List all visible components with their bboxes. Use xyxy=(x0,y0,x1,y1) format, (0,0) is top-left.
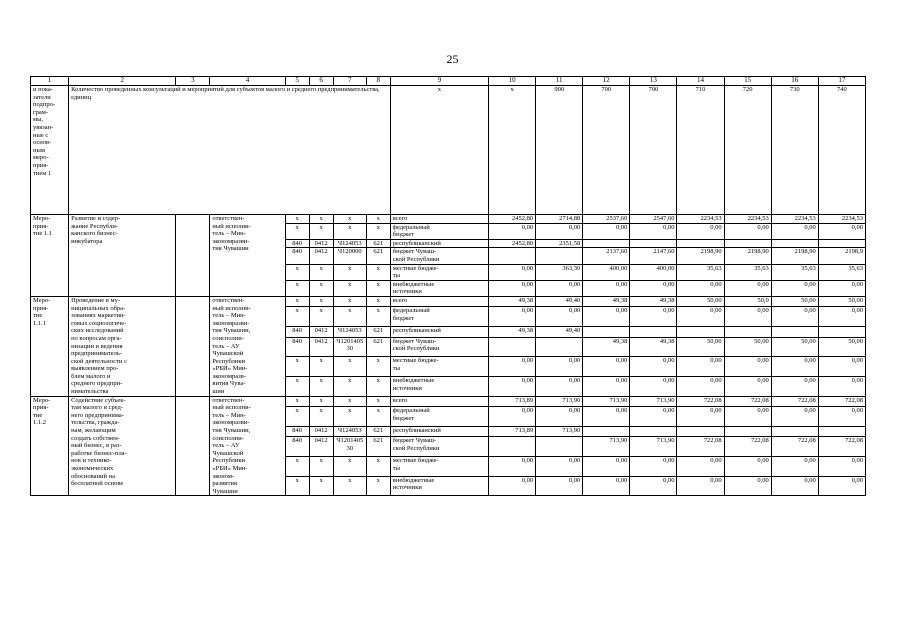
funding-value: 2147,60 xyxy=(630,248,677,264)
funding-value: 0,00 xyxy=(536,280,583,296)
funding-value: 2234,53 xyxy=(724,215,771,224)
budget-code: Ч120000 xyxy=(333,248,366,264)
measure-row xyxy=(31,296,866,306)
funding-value xyxy=(536,337,583,357)
budget-code: х xyxy=(285,456,309,476)
budget-code: 621 xyxy=(366,437,390,457)
funding-value: 0,00 xyxy=(818,476,865,496)
indicator-row xyxy=(31,86,866,215)
indicator-value: 730 xyxy=(771,86,818,215)
funding-value: 722,08 xyxy=(818,437,865,457)
funding-value: 2452,80 xyxy=(489,239,536,248)
funding-value: 2537,60 xyxy=(583,215,630,224)
budget-code: 840 xyxy=(285,248,309,264)
funding-value xyxy=(818,327,865,337)
funding-source: всего xyxy=(390,296,488,306)
funding-value: 0,00 xyxy=(677,407,724,427)
funding-value xyxy=(630,426,677,436)
measure-row xyxy=(31,396,866,406)
funding-value: 0,00 xyxy=(818,456,865,476)
funding-source: местные бюдже- ты xyxy=(390,357,488,377)
budget-code: х xyxy=(309,296,333,306)
funding-value: 0,00 xyxy=(489,280,536,296)
funding-source: федеральный бюджет xyxy=(390,223,488,239)
column-number: 6 xyxy=(309,77,333,86)
funding-value xyxy=(489,337,536,357)
budget-code: х xyxy=(366,396,390,406)
budget-code: х xyxy=(366,280,390,296)
funding-value: 2198,90 xyxy=(677,248,724,264)
budget-code: х xyxy=(333,476,366,496)
funding-source: республиканский xyxy=(390,239,488,248)
funding-source: бюджет Чуваш- ской Республики xyxy=(390,248,488,264)
funding-value: 2198,90 xyxy=(724,248,771,264)
funding-value: 0,00 xyxy=(677,456,724,476)
funding-source: бюджет Чуваш- ской Республики xyxy=(390,337,488,357)
funding-value: 0,00 xyxy=(724,357,771,377)
funding-value: 0,00 xyxy=(536,456,583,476)
funding-value xyxy=(818,426,865,436)
budget-code: х xyxy=(333,307,366,327)
indicator-c10: х xyxy=(489,86,536,215)
indicator-value: 710 xyxy=(677,86,724,215)
page-number: 25 xyxy=(446,52,459,66)
indicator-value: 720 xyxy=(724,86,771,215)
funding-value xyxy=(489,437,536,457)
budget-code: х xyxy=(309,476,333,496)
funding-value: 0,00 xyxy=(630,307,677,327)
funding-value: 713,89 xyxy=(489,396,536,406)
indicator-value: 700 xyxy=(583,86,630,215)
budget-code: 621 xyxy=(366,248,390,264)
budget-code: х xyxy=(285,215,309,224)
funding-value: 0,00 xyxy=(724,476,771,496)
budget-code: 0412 xyxy=(309,327,333,337)
funding-value: 0,00 xyxy=(583,456,630,476)
funding-value: 2714,88 xyxy=(536,215,583,224)
funding-value: 0,00 xyxy=(583,307,630,327)
funding-value: 2198,9 xyxy=(818,248,865,264)
budget-code: х xyxy=(309,396,333,406)
funding-value: 50,00 xyxy=(771,337,818,357)
measure-executor: ответствен- ный исполни- тель – Мин- экономразви- тия Чувашии, соисполни- тель – АУ Чувашской Республики «РБИ» Мин- эконом- развития Чувашии xyxy=(210,396,285,496)
funding-source: местные бюдже- ты xyxy=(390,456,488,476)
budget-code: х xyxy=(309,307,333,327)
measure-executor: ответствен- ный исполни- тель – Мин- экономразви- тия Чувашии, соисполни- тель – АУ Чувашской Республики «РБИ» Мин- экономразв- вития Чува- шии xyxy=(210,296,285,396)
funding-value: 0,00 xyxy=(583,376,630,396)
funding-value: 722,08 xyxy=(724,437,771,457)
budget-code: х xyxy=(285,296,309,306)
funding-source: всего xyxy=(390,396,488,406)
budget-code: 840 xyxy=(285,337,309,357)
measure-col3 xyxy=(176,215,210,297)
budget-code: х xyxy=(333,376,366,396)
funding-value: 713,89 xyxy=(489,426,536,436)
column-number: 7 xyxy=(333,77,366,86)
measure-row xyxy=(31,215,866,224)
funding-value xyxy=(630,239,677,248)
funding-value xyxy=(630,327,677,337)
funding-value: 0,00 xyxy=(536,357,583,377)
budget-code: х xyxy=(366,307,390,327)
funding-value: 0,00 xyxy=(818,376,865,396)
funding-value: 713,90 xyxy=(536,396,583,406)
funding-value xyxy=(771,327,818,337)
funding-value: 713,90 xyxy=(583,396,630,406)
funding-source: республиканский xyxy=(390,426,488,436)
column-number: 15 xyxy=(724,77,771,86)
budget-code: х xyxy=(285,357,309,377)
funding-value: 0,00 xyxy=(771,407,818,427)
funding-value: 0,00 xyxy=(630,376,677,396)
budget-code: х xyxy=(285,407,309,427)
funding-source: республиканский xyxy=(390,327,488,337)
funding-value xyxy=(536,437,583,457)
budget-code: 0412 xyxy=(309,337,333,357)
funding-value: 49,38 xyxy=(489,296,536,306)
budget-code: х xyxy=(366,215,390,224)
funding-value: 49,38 xyxy=(583,296,630,306)
measure-code: Меро- прия- тие 1.1.1 xyxy=(31,296,69,396)
funding-value: 49,38 xyxy=(489,327,536,337)
budget-code: Ч1201405 30 xyxy=(333,337,366,357)
column-number: 3 xyxy=(176,77,210,86)
funding-value: 0,00 xyxy=(724,280,771,296)
column-number: 9 xyxy=(390,77,488,86)
funding-value: 2452,80 xyxy=(489,215,536,224)
budget-code: 0412 xyxy=(309,426,333,436)
budget-code: 621 xyxy=(366,426,390,436)
indicator-value: 700 xyxy=(630,86,677,215)
funding-value: 0,00 xyxy=(677,223,724,239)
budget-code: 0412 xyxy=(309,437,333,457)
funding-value: 722,08 xyxy=(771,437,818,457)
funding-value: 0,00 xyxy=(677,376,724,396)
funding-value: 0,00 xyxy=(771,280,818,296)
funding-value: 0,00 xyxy=(771,376,818,396)
funding-value: 50,00 xyxy=(677,337,724,357)
funding-value: 722,08 xyxy=(724,396,771,406)
funding-value: 2234,53 xyxy=(771,215,818,224)
funding-value: 0,00 xyxy=(489,357,536,377)
funding-value: 0,00 xyxy=(677,476,724,496)
funding-value: 0,00 xyxy=(818,280,865,296)
funding-value: 0,00 xyxy=(677,280,724,296)
funding-value: 0,00 xyxy=(630,357,677,377)
budget-code: 840 xyxy=(285,327,309,337)
indicator-value: 900 xyxy=(536,86,583,215)
budget-code: х xyxy=(366,456,390,476)
budget-code: х xyxy=(366,357,390,377)
funding-value: 0,00 xyxy=(536,307,583,327)
funding-value: 0,00 xyxy=(536,476,583,496)
funding-value xyxy=(677,426,724,436)
funding-value: 49,38 xyxy=(630,337,677,357)
budget-code: х xyxy=(366,476,390,496)
funding-value: 35,63 xyxy=(818,264,865,280)
budget-code: х xyxy=(333,296,366,306)
indicator-c9: х xyxy=(390,86,488,215)
budget-code: 840 xyxy=(285,426,309,436)
budget-code: х xyxy=(366,407,390,427)
funding-value: 0,00 xyxy=(677,307,724,327)
funding-value: 35,63 xyxy=(771,264,818,280)
indicator-label: и пока- затели подпро- грам- мы, увязан- ные с основ- ным меро- прия- тием 1 xyxy=(31,86,69,215)
budget-code: Ч124053 xyxy=(333,426,366,436)
budget-code: х xyxy=(309,280,333,296)
funding-value: 0,00 xyxy=(724,407,771,427)
measure-name: Проведение в му- ниципальных обра- зованиях маркетин- говых социологиче- ских исследований по вопросам орга- низации и ведения предприниматель- ской деятельности с выявлением про- блем малого и среднего предпри- нимательства xyxy=(69,296,176,396)
budget-code: х xyxy=(366,223,390,239)
funding-value: 2198,90 xyxy=(771,248,818,264)
budget-code: Ч1201405 30 xyxy=(333,437,366,457)
column-number: 13 xyxy=(630,77,677,86)
budget-code: х xyxy=(333,357,366,377)
funding-value: 35,63 xyxy=(677,264,724,280)
budget-code: х xyxy=(366,296,390,306)
funding-value: 2234,53 xyxy=(818,215,865,224)
budget-code: х xyxy=(309,376,333,396)
budget-code: х xyxy=(285,307,309,327)
column-number: 2 xyxy=(69,77,176,86)
funding-value: 50,00 xyxy=(818,337,865,357)
funding-value xyxy=(818,239,865,248)
budget-code: х xyxy=(309,264,333,280)
funding-value: 0,00 xyxy=(630,223,677,239)
budget-code: х xyxy=(333,264,366,280)
funding-value: 0,00 xyxy=(489,264,536,280)
funding-value: 2137,60 xyxy=(583,248,630,264)
funding-value: 0,00 xyxy=(630,407,677,427)
funding-value: 0,00 xyxy=(724,223,771,239)
budget-code: х xyxy=(285,223,309,239)
budget-code: 0412 xyxy=(309,248,333,264)
funding-value: 49,40 xyxy=(536,327,583,337)
measure-executor: ответствен- ный исполни- тель – Мин- экономразви- тия Чувашии xyxy=(210,215,285,297)
budget-code: 840 xyxy=(285,239,309,248)
funding-value: 713,90 xyxy=(630,437,677,457)
indicator-text: Количество проведенных консультаций и мероприятий для субъектов малого и среднего предпринимательства, единиц xyxy=(69,86,391,215)
funding-value: 713,90 xyxy=(630,396,677,406)
funding-source: федеральный бюджет xyxy=(390,307,488,327)
funding-value: 0,00 xyxy=(489,307,536,327)
funding-value: 2351,58 xyxy=(536,239,583,248)
funding-source: бюджет Чуваш- ской Республики xyxy=(390,437,488,457)
funding-source: внебюджетные источники xyxy=(390,376,488,396)
column-number: 16 xyxy=(771,77,818,86)
funding-value xyxy=(771,426,818,436)
budget-code: х xyxy=(285,396,309,406)
budget-code: 621 xyxy=(366,337,390,357)
funding-value: 0,00 xyxy=(818,307,865,327)
funding-source: местные бюдже- ты xyxy=(390,264,488,280)
measure-name: Содействие субъек- там малого и сред- него предпринима- тельства, гражда- нам, желающим создать собствен- ный бизнес, в раз- работке бизнес-пла- нов и технико- экономических обоснований на бесплатной основе xyxy=(69,396,176,496)
budget-code: 621 xyxy=(366,327,390,337)
budget-code: 840 xyxy=(285,437,309,457)
funding-source: всего xyxy=(390,215,488,224)
funding-value: 0,00 xyxy=(489,376,536,396)
funding-value: 0,00 xyxy=(818,223,865,239)
column-number-row xyxy=(31,77,866,86)
budget-code: х xyxy=(333,223,366,239)
budget-code: х xyxy=(309,223,333,239)
funding-value: 49,38 xyxy=(583,337,630,357)
measure-name: Развитие и содер- жание Республи- канского бизнес- инкубатора xyxy=(69,215,176,297)
funding-value: 0,00 xyxy=(677,357,724,377)
budget-code: х xyxy=(333,407,366,427)
funding-value: 35,63 xyxy=(724,264,771,280)
funding-value: 0,00 xyxy=(630,280,677,296)
funding-value: 2234,53 xyxy=(677,215,724,224)
funding-value xyxy=(724,426,771,436)
funding-value: 2547,60 xyxy=(630,215,677,224)
funding-value xyxy=(724,327,771,337)
funding-source: внебюджетные источники xyxy=(390,280,488,296)
column-number: 10 xyxy=(489,77,536,86)
funding-value: 50,00 xyxy=(818,296,865,306)
funding-value: 0,00 xyxy=(536,223,583,239)
funding-value xyxy=(489,248,536,264)
measure-col3 xyxy=(176,396,210,496)
column-number: 5 xyxy=(285,77,309,86)
budget-code: х xyxy=(333,215,366,224)
funding-value: 0,00 xyxy=(489,476,536,496)
column-number: 12 xyxy=(583,77,630,86)
budget-code: х xyxy=(333,456,366,476)
budget-code: х xyxy=(333,396,366,406)
funding-value xyxy=(583,426,630,436)
funding-value: 0,00 xyxy=(630,476,677,496)
column-number: 8 xyxy=(366,77,390,86)
funding-value: 400,00 xyxy=(583,264,630,280)
funding-value xyxy=(583,327,630,337)
budget-code: 621 xyxy=(366,239,390,248)
column-number: 1 xyxy=(31,77,69,86)
budget-code: х xyxy=(309,215,333,224)
funding-value xyxy=(677,239,724,248)
funding-value: 0,00 xyxy=(489,407,536,427)
funding-value: 0,00 xyxy=(536,407,583,427)
funding-value: 0,00 xyxy=(724,456,771,476)
funding-value: 0,00 xyxy=(724,376,771,396)
budget-code: х xyxy=(309,456,333,476)
budget-code: х xyxy=(366,376,390,396)
budget-code: х xyxy=(333,280,366,296)
column-number: 17 xyxy=(818,77,865,86)
funding-value: 50,00 xyxy=(771,296,818,306)
funding-value: 0,00 xyxy=(818,407,865,427)
budget-code: Ч124053 xyxy=(333,327,366,337)
budget-code: 0412 xyxy=(309,239,333,248)
indicator-value: 740 xyxy=(818,86,865,215)
funding-value: 0,00 xyxy=(630,456,677,476)
funding-value: 50,00 xyxy=(724,337,771,357)
funding-value: 0,00 xyxy=(771,456,818,476)
funding-value: 49,40 xyxy=(536,296,583,306)
funding-value xyxy=(583,239,630,248)
funding-value: 0,00 xyxy=(818,357,865,377)
funding-value: 0,00 xyxy=(583,476,630,496)
funding-value xyxy=(724,239,771,248)
budget-code: х xyxy=(285,376,309,396)
funding-value: 722,08 xyxy=(677,437,724,457)
funding-value: 0,00 xyxy=(583,280,630,296)
measure-code: Меро- прия- тие 1.1 xyxy=(31,215,69,297)
budget-code: х xyxy=(285,476,309,496)
funding-value: 50,00 xyxy=(677,296,724,306)
funding-value: 400,00 xyxy=(630,264,677,280)
funding-value xyxy=(536,248,583,264)
funding-value: 713,90 xyxy=(583,437,630,457)
measure-code: Меро- прия- тие 1.1.2 xyxy=(31,396,69,496)
funding-value xyxy=(677,327,724,337)
funding-value: 0,00 xyxy=(771,223,818,239)
funding-value: 0,00 xyxy=(583,407,630,427)
column-number: 4 xyxy=(210,77,285,86)
funding-value: 50,0 xyxy=(724,296,771,306)
funding-source: федеральный бюджет xyxy=(390,407,488,427)
funding-value: 0,00 xyxy=(724,307,771,327)
measure-col3 xyxy=(176,296,210,396)
budget-code: х xyxy=(366,264,390,280)
budget-code: Ч124053 xyxy=(333,239,366,248)
funding-value: 0,00 xyxy=(489,456,536,476)
funding-value: 0,00 xyxy=(489,223,536,239)
funding-value: 49,38 xyxy=(630,296,677,306)
funding-value: 722,08 xyxy=(818,396,865,406)
column-number: 11 xyxy=(536,77,583,86)
funding-value: 0,00 xyxy=(771,476,818,496)
funding-value: 0,00 xyxy=(583,357,630,377)
budget-code: х xyxy=(309,407,333,427)
funding-value: 0,00 xyxy=(771,357,818,377)
budget-code: х xyxy=(309,357,333,377)
funding-value: 0,00 xyxy=(771,307,818,327)
funding-value: 0,00 xyxy=(536,376,583,396)
funding-value: 722,08 xyxy=(771,396,818,406)
funding-value: 722,08 xyxy=(677,396,724,406)
column-number: 14 xyxy=(677,77,724,86)
program-table xyxy=(30,76,866,496)
budget-code: х xyxy=(285,264,309,280)
funding-value: 0,00 xyxy=(583,223,630,239)
funding-source: внебюджетные источники xyxy=(390,476,488,496)
funding-value: 713,90 xyxy=(536,426,583,436)
funding-value xyxy=(771,239,818,248)
budget-code: х xyxy=(285,280,309,296)
funding-value: 363,30 xyxy=(536,264,583,280)
